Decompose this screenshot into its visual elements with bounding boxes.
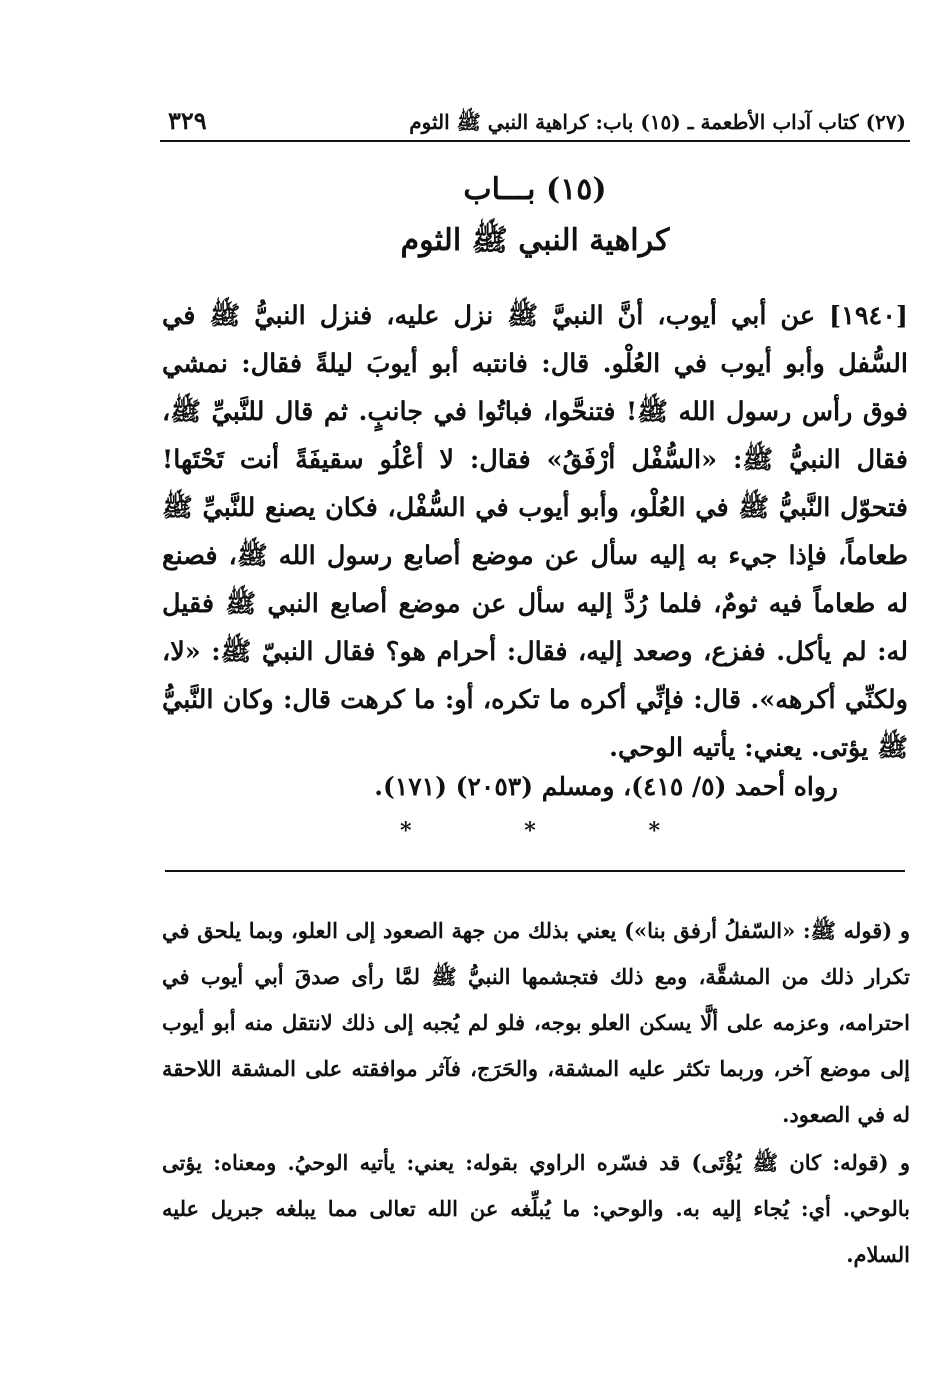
header-divider xyxy=(160,140,910,142)
commentary-note xyxy=(162,908,910,1138)
chapter-number: (١٥) بـــاب xyxy=(463,172,607,207)
commentary-paragraph: و (قوله ﷺ: «السّفلُ أرفق بنا») يعني بذلك من جهة الصعود إلى العلو، وبما يلحق في تكرار ذلك من المشقَّة، ومع ذلك فتجشمها النبيُّ ﷺ لمَّا رأى صدقَ أبي أيوب في احترامه، وعزمه على ألَّا يسكن العلو بوجه، فلو لم يُجبه إلى ذلك لانتقل منه أبو أيوب إلى موضع آخر، وربما تكثر عليه المشقة، والحَرَج، فآثر موافقته على المشقة اللاحقة له في الصعود. xyxy=(162,918,910,1127)
footnote-divider xyxy=(165,870,905,872)
separator-star: * xyxy=(648,818,660,844)
page-header xyxy=(160,100,910,144)
running-title: (٢٧) كتاب آداب الأطعمة ـ (١٥) باب: كراهية النبي ﷺ الثوم xyxy=(409,110,906,134)
section-separator xyxy=(400,818,660,844)
chapter-title: كراهية النبي ﷺ الثوم xyxy=(400,223,670,258)
separator-star: * xyxy=(400,818,412,844)
hadith-source: رواه أحمد (٥/ ٤١٥)، ومسلم (٢٠٥٣) (١٧١). xyxy=(374,772,838,801)
hadith-paragraph: [١٩٤٠] عن أبي أيوب، أنَّ النبيَّ ﷺ نزل عليه، فنزل النبيُّ ﷺ في السُّفل وأبو أيوب في العُلْو. قال: فانتبه أبو أيوبَ ليلةً فقال: نمشي فوق رأس رسول الله ﷺ! فتنحَّوا، فباتُوا في جانبٍ. ثم قال للنَّبيِّ ﷺ، فقال النبيُّ ﷺ: «السُّفْل أرْفَقُ» فقال: لا أعْلُو سقيفَةً أنت تَحْتَها! فتحوّل النَّبيُّ ﷺ في العُلْو، وأبو أيوب في السُّفْل، فكان يصنع للنَّبيِّ ﷺ طعاماً، فإذا جيء به إليه سأل عن موضع أصابع رسول الله ﷺ، فصنع له طعاماً فيه ثومٌ، فلما رُدَّ إليه سأل عن موضع أصابع النبي ﷺ فقيل له: لم يأكل. ففزع، وصعد إليه، فقال: أحرام هو؟ فقال النبيّ ﷺ: «لا، ولكنِّي أكرهه». قال: فإنِّي أكره ما تكره، أو: ما كرهت قال: وكان النَّبيُّ ﷺ يؤتى. يعني: يأتيه الوحي. xyxy=(162,301,908,763)
separator-star: * xyxy=(524,818,536,844)
page-number: ٣٢٩ xyxy=(168,106,207,135)
commentary-paragraph: و (قوله: كان ﷺ يُؤْتَى) قد فسّره الراوي بقوله: يعني: يأتيه الوحيُ. ومعناه: يؤتى بالوحي. أي: يُجاء إليه به. والوحي: ما يُبلِّغه عن الله تعالى مما يبلغه جبريل عليه السلام. xyxy=(162,1150,910,1267)
commentary-note xyxy=(162,1140,910,1278)
hadith-text xyxy=(162,292,908,772)
